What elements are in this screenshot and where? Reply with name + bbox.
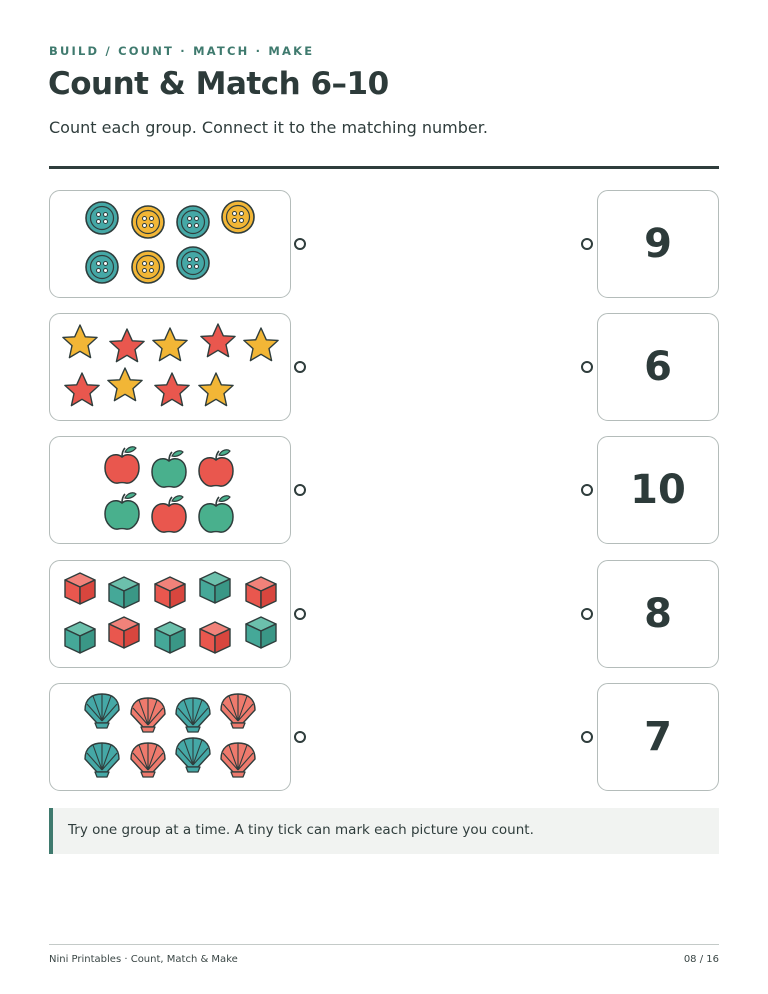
star-icon bbox=[153, 328, 187, 361]
shell-icon bbox=[131, 698, 165, 732]
stars-group bbox=[50, 314, 290, 420]
apples-group bbox=[50, 437, 290, 543]
shell-icon bbox=[176, 698, 210, 732]
cubes-picture-box bbox=[49, 560, 291, 668]
button-icon bbox=[177, 247, 209, 279]
cube-icon bbox=[109, 577, 139, 608]
cubes-group bbox=[50, 561, 290, 667]
number-card bbox=[597, 560, 719, 668]
cube-icon bbox=[155, 622, 185, 653]
cube-icon bbox=[200, 622, 230, 653]
button-icon bbox=[86, 251, 118, 283]
number-label: 7 bbox=[644, 714, 672, 760]
match-row-3 bbox=[49, 436, 719, 544]
number-label: 8 bbox=[644, 591, 672, 637]
shell-icon bbox=[176, 738, 210, 772]
tip-text: Try one group at a time. A tiny tick can mark each picture you count. bbox=[68, 822, 534, 838]
star-icon bbox=[244, 328, 278, 361]
apples-picture-box bbox=[49, 436, 291, 544]
star-icon bbox=[63, 325, 97, 358]
left-connector-dot[interactable] bbox=[294, 731, 306, 743]
buttons-group bbox=[50, 191, 290, 297]
star-icon bbox=[108, 368, 142, 401]
button-icon bbox=[132, 206, 164, 238]
button-icon bbox=[222, 201, 254, 233]
tip-box bbox=[49, 808, 719, 854]
cube-icon bbox=[65, 573, 95, 604]
match-row-4 bbox=[49, 560, 719, 668]
star-icon bbox=[65, 373, 99, 406]
match-row-2 bbox=[49, 313, 719, 421]
left-connector-dot[interactable] bbox=[294, 608, 306, 620]
stars-picture-box bbox=[49, 313, 291, 421]
right-connector-dot[interactable] bbox=[581, 238, 593, 250]
cube-icon bbox=[65, 622, 95, 653]
shells-picture-box bbox=[49, 683, 291, 791]
footer-rule bbox=[49, 944, 719, 945]
cube-icon bbox=[200, 572, 230, 603]
cube-icon bbox=[155, 577, 185, 608]
match-row-1 bbox=[49, 190, 719, 298]
right-connector-dot[interactable] bbox=[581, 731, 593, 743]
left-connector-dot[interactable] bbox=[294, 238, 306, 250]
header-rule bbox=[49, 166, 719, 169]
number-label: 9 bbox=[644, 221, 672, 267]
left-connector-dot[interactable] bbox=[294, 361, 306, 373]
star-icon bbox=[199, 373, 233, 406]
shells-group bbox=[50, 684, 290, 790]
number-label: 6 bbox=[644, 344, 672, 390]
number-label: 10 bbox=[630, 467, 686, 513]
cube-icon bbox=[246, 617, 276, 648]
number-card bbox=[597, 313, 719, 421]
number-card bbox=[597, 683, 719, 791]
cube-icon bbox=[246, 577, 276, 608]
apple-icon bbox=[152, 496, 186, 532]
button-icon bbox=[177, 206, 209, 238]
right-connector-dot[interactable] bbox=[581, 361, 593, 373]
apple-icon bbox=[105, 447, 139, 483]
buttons-picture-box bbox=[49, 190, 291, 298]
page-title: Count & Match 6–10 bbox=[48, 66, 389, 102]
number-card bbox=[597, 190, 719, 298]
star-icon bbox=[110, 329, 144, 362]
kicker: BUILD / COUNT · MATCH · MAKE bbox=[49, 44, 315, 58]
right-connector-dot[interactable] bbox=[581, 484, 593, 496]
cube-icon bbox=[109, 617, 139, 648]
left-connector-dot[interactable] bbox=[294, 484, 306, 496]
button-icon bbox=[132, 251, 164, 283]
apple-icon bbox=[152, 451, 186, 487]
shell-icon bbox=[85, 694, 119, 728]
shell-icon bbox=[85, 743, 119, 777]
right-connector-dot[interactable] bbox=[581, 608, 593, 620]
number-card bbox=[597, 436, 719, 544]
match-row-5 bbox=[49, 683, 719, 791]
button-icon bbox=[86, 202, 118, 234]
instructions: Count each group. Connect it to the matching number. bbox=[49, 118, 488, 137]
apple-icon bbox=[105, 493, 139, 529]
shell-icon bbox=[221, 743, 255, 777]
apple-icon bbox=[199, 496, 233, 532]
apple-icon bbox=[199, 450, 233, 486]
shell-icon bbox=[131, 743, 165, 777]
shell-icon bbox=[221, 694, 255, 728]
star-icon bbox=[155, 373, 189, 406]
star-icon bbox=[201, 324, 235, 357]
page-number: 08 / 16 bbox=[683, 954, 719, 965]
footer-title: Nini Printables · Count, Match & Make bbox=[49, 954, 238, 965]
